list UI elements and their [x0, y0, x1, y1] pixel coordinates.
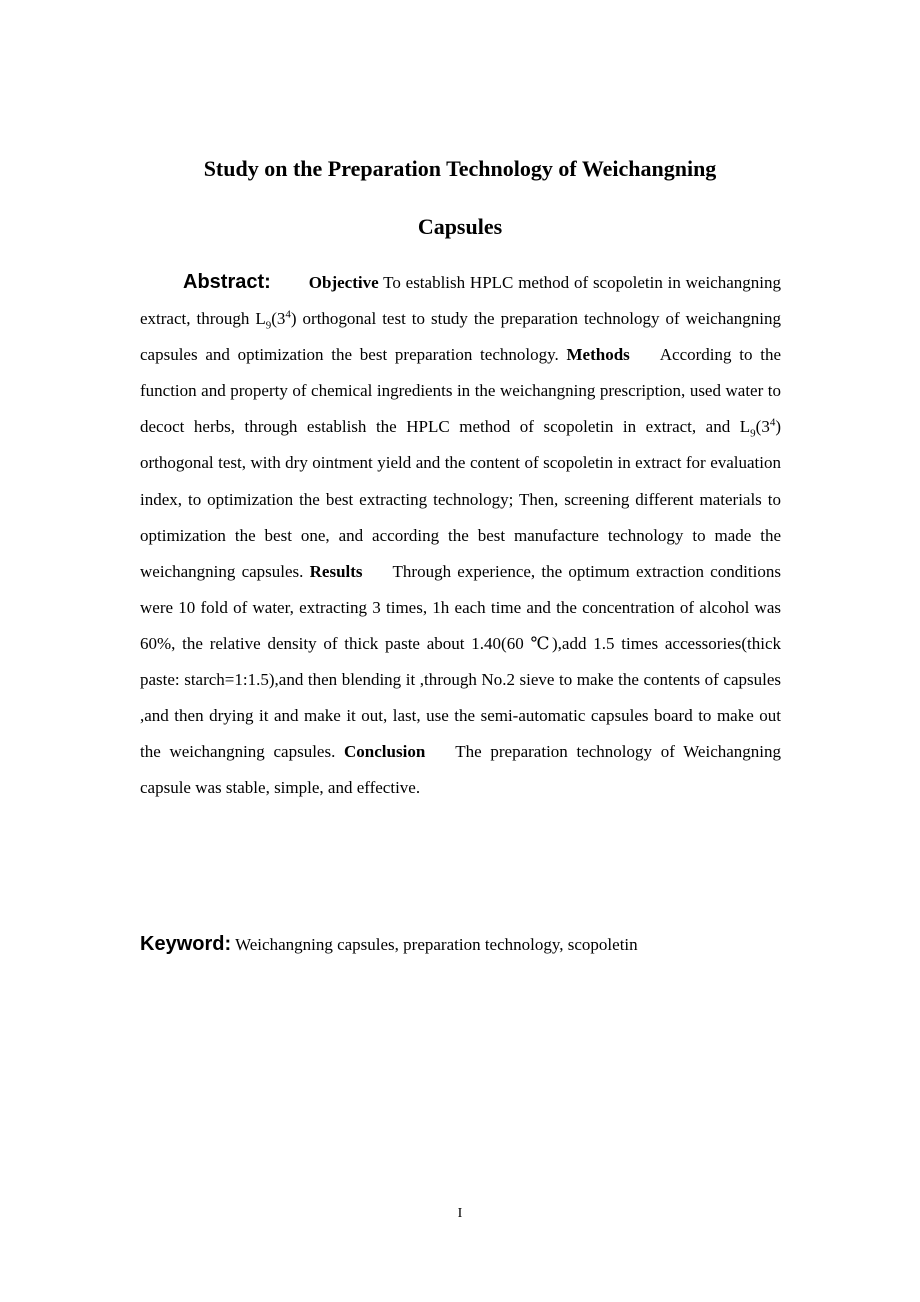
objective-superscript: 4 — [285, 308, 291, 321]
methods-text: According to the function and property of chemical ingredients in the weichangning prescription, used water to decoct herbs, through establish the HPLC method of scopoletin in extract, and L — [140, 345, 781, 437]
objective-text-b: (3 — [271, 309, 286, 329]
methods-superscript: 4 — [769, 416, 776, 429]
methods-label: Methods — [566, 345, 630, 365]
methods-text-c: ) orthogonal test, with dry ointment yield and the content of scopoletin in extract for evaluation index, to optimization the best extracting technology; Then, screening different materials to optimization the best one, and according the best manufacture technology to made the weichangning capsules. — [140, 417, 781, 581]
keyword-text: Weichangning capsules, preparation technology, scopoletin — [231, 935, 638, 954]
title-line-2: Capsules — [417, 214, 503, 239]
results-label: Results — [309, 561, 363, 581]
results-text: Through experience, the optimum extraction conditions were 10 fold of water, extracting 3 times, 1h each time and the concentration of alcohol was 60%, the relative density of thick paste about 1.40(60 ℃),add 1.5 times accessories(thick paste: starch=1:1.5),and then blending it ,through No.2 sieve to make the contents of capsules ,and then drying it and make it out, last, use the semi-automatic capsules board to make out the weichangning capsules. — [140, 561, 781, 762]
objective-label: Objective — [308, 273, 379, 292]
paper-title — [140, 140, 780, 256]
keyword-line — [140, 926, 638, 963]
title-line-1: Study on the Preparation Technology of Weichangning — [203, 156, 717, 181]
keyword-label: Keyword: — [140, 933, 232, 955]
objective-text-c: ) orthogonal test to study the preparation technology of weichangning capsules and optimization the best preparation technology. — [140, 309, 781, 365]
conclusion-text: The preparation technology of Weichangning capsule was stable, simple, and effective. — [140, 742, 782, 798]
objective-subscript: 9 — [265, 319, 272, 332]
page-number: I — [457, 1206, 463, 1221]
conclusion-label: Conclusion — [344, 742, 426, 762]
methods-text-b: (3 — [755, 417, 770, 437]
abstract-label: Abstract: — [183, 271, 271, 293]
abstract-paragraph — [140, 264, 781, 806]
methods-subscript: 9 — [750, 427, 756, 440]
objective-text: To establish HPLC method of scopoletin in weichangning extract, through L — [140, 273, 781, 329]
